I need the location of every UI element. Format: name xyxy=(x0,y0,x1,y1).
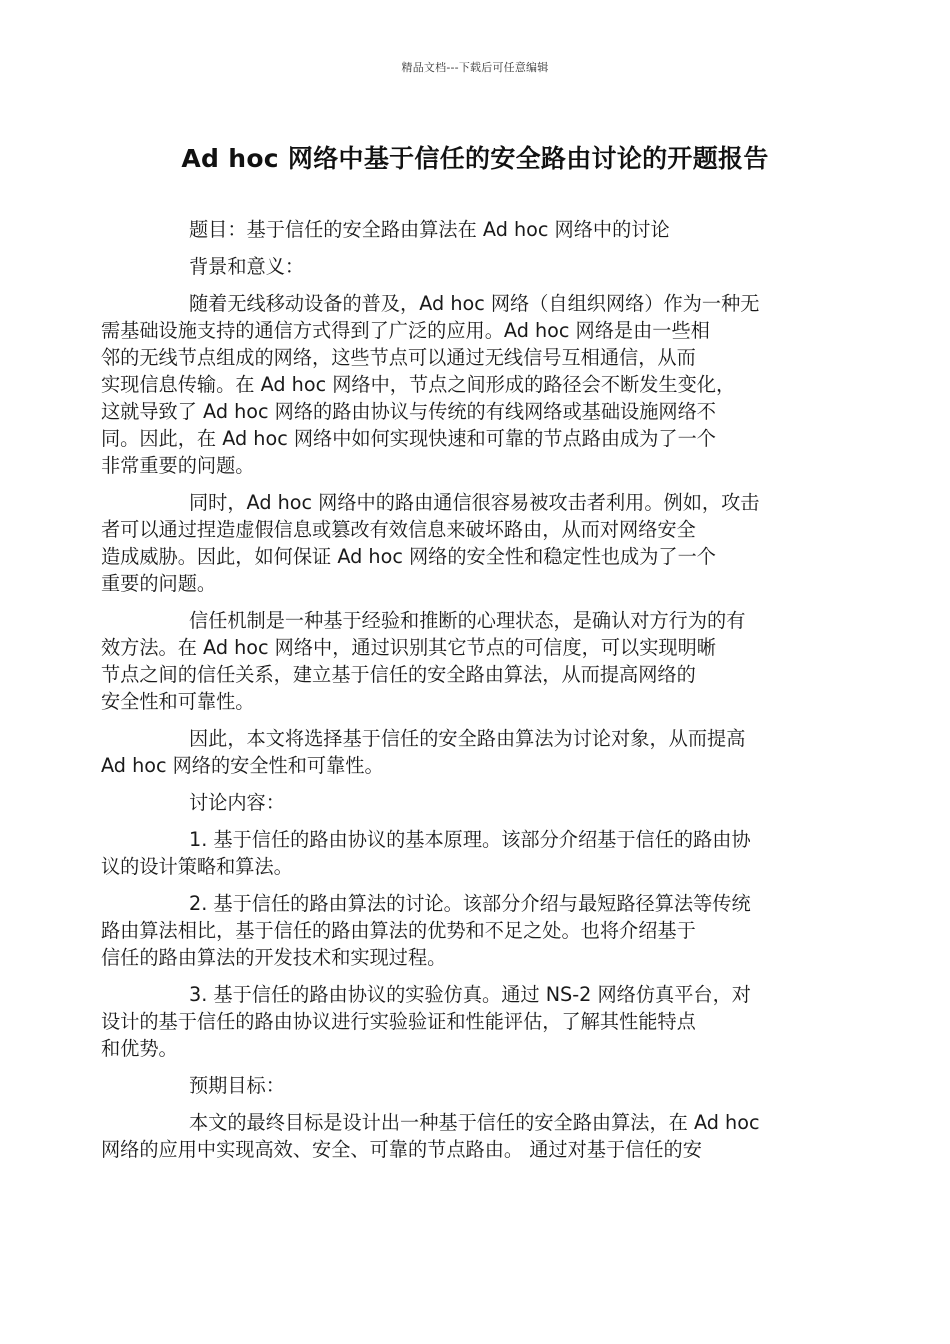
background-paragraph-4 xyxy=(101,725,807,779)
text-line: 安全性和可靠性。 xyxy=(101,690,255,713)
text-line: Ad hoc 网络的安全性和可靠性。 xyxy=(101,754,384,777)
text-line: 同时，Ad hoc 网络中的路由通信很容易被攻击者利用。例如，攻击 xyxy=(189,491,760,514)
document-title: Ad hoc 网络中基于信任的安全路由讨论的开题报告 xyxy=(181,144,769,173)
background-paragraph-1 xyxy=(101,290,807,479)
text-line: 邻的无线节点组成的网络，这些节点可以通过无线信号互相通信，从而 xyxy=(101,346,696,369)
topic-line: 题目：基于信任的安全路由算法在 Ad hoc 网络中的讨论 xyxy=(189,218,670,241)
text-line: 这就导致了 Ad hoc 网络的路由协议与传统的有线网络或基础设施网络不 xyxy=(101,400,716,423)
text-line: 路由算法相比，基于信任的路由算法的优势和不足之处。也将介绍基于 xyxy=(101,919,696,942)
text-line: 造成威胁。因此，如何保证 Ad hoc 网络的安全性和稳定性也成为了一个 xyxy=(101,545,716,568)
content-item-2 xyxy=(101,890,807,971)
text-line: 信任的路由算法的开发技术和实现过程。 xyxy=(101,946,447,969)
text-line: 节点之间的信任关系，建立基于信任的安全路由算法，从而提高网络的 xyxy=(101,663,696,686)
background-paragraph-3 xyxy=(101,607,807,715)
text-line: 和优势。 xyxy=(101,1037,178,1060)
text-line: 需基础设施支持的通信方式得到了广泛的应用。Ad hoc 网络是由一些相 xyxy=(101,319,710,342)
goal-paragraph xyxy=(101,1109,807,1163)
content-heading: 讨论内容： xyxy=(189,791,285,814)
text-line: 1. 基于信任的路由协议的基本原理。该部分介绍基于信任的路由协 xyxy=(189,828,751,851)
content-item-3 xyxy=(101,981,807,1062)
page-header: 精品文档---下载后可任意编辑 xyxy=(401,61,549,74)
text-line: 设计的基于信任的路由协议进行实验验证和性能评估，了解其性能特点 xyxy=(101,1010,696,1033)
text-line: 信任机制是一种基于经验和推断的心理状态，是确认对方行为的有 xyxy=(189,609,746,632)
text-line: 重要的问题。 xyxy=(101,572,217,595)
background-paragraph-2 xyxy=(101,489,807,597)
text-line: 议的设计策略和算法。 xyxy=(101,855,293,878)
text-line: 2. 基于信任的路由算法的讨论。该部分介绍与最短路径算法等传统 xyxy=(189,892,751,915)
background-heading: 背景和意义： xyxy=(189,255,305,278)
text-line: 随着无线移动设备的普及，Ad hoc 网络（自组织网络）作为一种无 xyxy=(189,292,760,315)
text-line: 本文的最终目标是设计出一种基于信任的安全路由算法，在 Ad hoc xyxy=(189,1111,760,1134)
content-item-1 xyxy=(101,826,807,880)
text-line: 实现信息传输。在 Ad hoc 网络中，节点之间形成的路径会不断发生变化， xyxy=(101,373,736,396)
goal-heading: 预期目标： xyxy=(189,1074,285,1097)
text-line: 3. 基于信任的路由协议的实验仿真。通过 NS-2 网络仿真平台，对 xyxy=(189,983,751,1006)
text-line: 者可以通过捏造虚假信息或篡改有效信息来破坏路由，从而对网络安全 xyxy=(101,518,696,541)
text-line: 同。因此，在 Ad hoc 网络中如何实现快速和可靠的节点路由成为了一个 xyxy=(101,427,716,450)
text-line: 非常重要的问题。 xyxy=(101,454,255,477)
text-line: 因此，本文将选择基于信任的安全路由算法为讨论对象，从而提高 xyxy=(189,727,746,750)
text-line: 网络的应用中实现高效、安全、可靠的节点路由。 通过对基于信任的安 xyxy=(101,1138,702,1161)
text-line: 效方法。在 Ad hoc 网络中，通过识别其它节点的可信度，可以实现明晰 xyxy=(101,636,716,659)
document-body xyxy=(101,216,807,1173)
